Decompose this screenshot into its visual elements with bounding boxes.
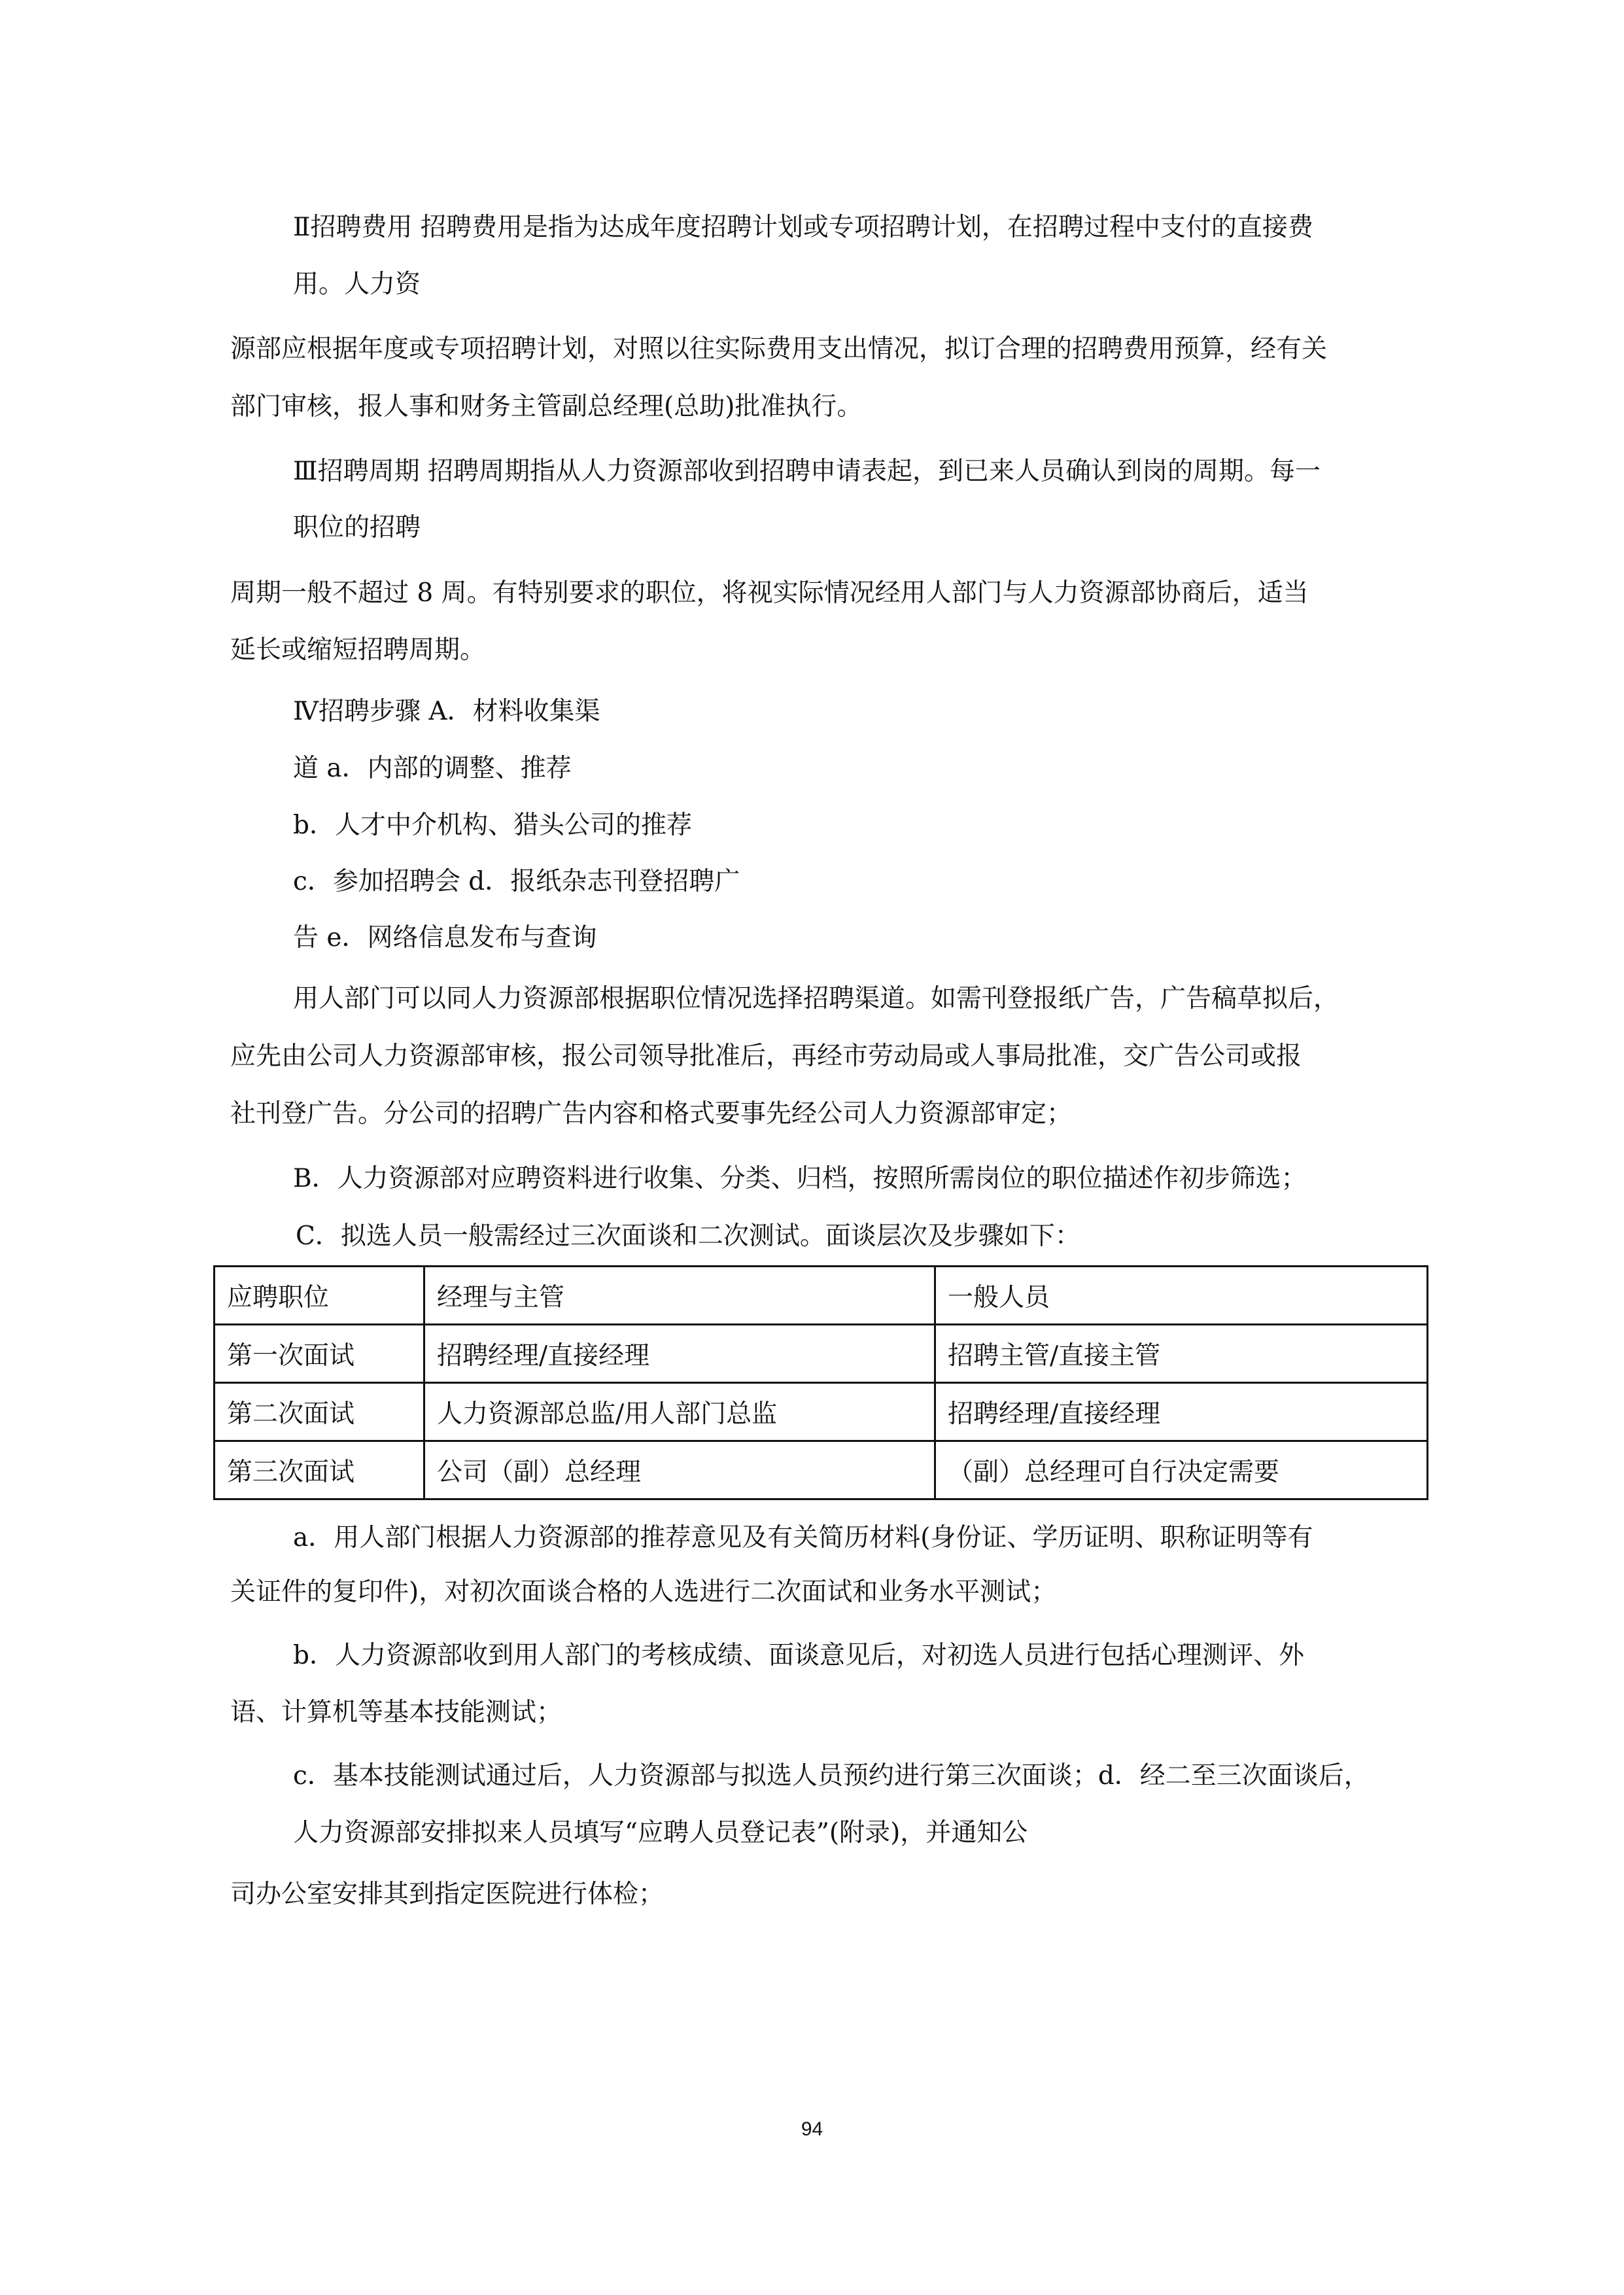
paragraph-line: Ⅳ招聘步骤 A．材料收集渠 xyxy=(293,697,600,726)
paragraph-line: 人力资源部安排拟来人员填写“应聘人员登记表”(附录)，并通知公 xyxy=(293,1818,1028,1848)
paragraph-line: 关证件的复印件)，对初次面谈合格的人选进行二次面试和业务水平测试； xyxy=(230,1577,1057,1607)
paragraph-line: 应先由公司人力资源部审核，报公司领导批准后，再经市劳动局或人事局批准，交广告公司或报 xyxy=(230,1042,1302,1071)
paragraph-line: 用。人力资 xyxy=(293,270,421,299)
paragraph-line: 源部应根据年度或专项招聘计划，对照以往实际费用支出情况，拟订合理的招聘费用预算，经有关 xyxy=(230,334,1328,364)
table-cell: 招聘经理/直接经理 xyxy=(424,1325,935,1383)
paragraph-line: 道 a．内部的调整、推荐 xyxy=(293,754,572,783)
paragraph-line: c．参加招聘会 d．报纸杂志刊登招聘广 xyxy=(293,867,740,896)
table-cell: 招聘主管/直接主管 xyxy=(935,1325,1428,1383)
paragraph-line: b．人力资源部收到用人部门的考核成绩、面谈意见后，对初选人员进行包括心理测评、外 xyxy=(293,1641,1304,1670)
paragraph-line: 语、计算机等基本技能测试； xyxy=(230,1698,562,1727)
paragraph-line: B．人力资源部对应聘资料进行收集、分类、归档，按照所需岗位的职位描述作初步筛选； xyxy=(293,1164,1307,1193)
table-cell: 人力资源部总监/用人部门总监 xyxy=(424,1383,935,1441)
paragraph-line: b．人才中介机构、猎头公司的推荐 xyxy=(293,811,692,840)
interview-steps-table xyxy=(213,1265,1428,1500)
table-cell: 第一次面试 xyxy=(215,1325,424,1383)
paragraph-line: c．基本技能测试通过后，人力资源部与拟选人员预约进行第三次面谈；d．经二至三次面谈后， xyxy=(293,1761,1370,1791)
paragraph-line: Ⅲ招聘周期 招聘周期指从人力资源部收到招聘申请表起，到已来人员确认到岗的周期。每一 xyxy=(293,457,1321,486)
paragraph-line: 部门审核，报人事和财务主管副总经理(总助)批准执行。 xyxy=(230,392,863,421)
table-header-cell: 应聘职位 xyxy=(215,1267,424,1325)
paragraph-line: a．用人部门根据人力资源部的推荐意见及有关简历材料(身份证、学历证明、职称证明等有 xyxy=(293,1523,1313,1552)
table-row xyxy=(215,1441,1428,1499)
paragraph-line: 告 e．网络信息发布与查询 xyxy=(293,923,597,953)
paragraph-line: C．拟选人员一般需经过三次面谈和二次测试。面谈层次及步骤如下： xyxy=(296,1221,1080,1251)
paragraph-line: Ⅱ招聘费用 招聘费用是指为达成年度招聘计划或专项招聘计划，在招聘过程中支付的直接费 xyxy=(293,213,1313,242)
paragraph-line: 社刊登广告。分公司的招聘广告内容和格式要事先经公司人力资源部审定； xyxy=(230,1099,1073,1129)
table-cell: 公司（副）总经理 xyxy=(424,1441,935,1499)
table-header-row xyxy=(215,1267,1428,1325)
paragraph-line: 职位的招聘 xyxy=(293,513,421,542)
paragraph-line: 周期一般不超过 8 周。有特别要求的职位，将视实际情况经用人部门与人力资源部协商后，适当 xyxy=(230,578,1309,608)
table-cell: 第三次面试 xyxy=(215,1441,424,1499)
table-header-cell: 经理与主管 xyxy=(424,1267,935,1325)
table-row xyxy=(215,1325,1428,1383)
table-cell: （副）总经理可自行决定需要 xyxy=(935,1441,1428,1499)
paragraph-line: 延长或缩短招聘周期。 xyxy=(230,635,486,665)
paragraph-line: 司办公室安排其到指定医院进行体检； xyxy=(230,1880,665,1909)
page-number: 94 xyxy=(801,2118,823,2140)
table-row xyxy=(215,1383,1428,1441)
paragraph-line: 用人部门可以同人力资源部根据职位情况选择招聘渠道。如需刊登报纸广告，广告稿草拟后， xyxy=(293,984,1339,1013)
table-header-cell: 一般人员 xyxy=(935,1267,1428,1325)
table-cell: 招聘经理/直接经理 xyxy=(935,1383,1428,1441)
table-cell: 第二次面试 xyxy=(215,1383,424,1441)
